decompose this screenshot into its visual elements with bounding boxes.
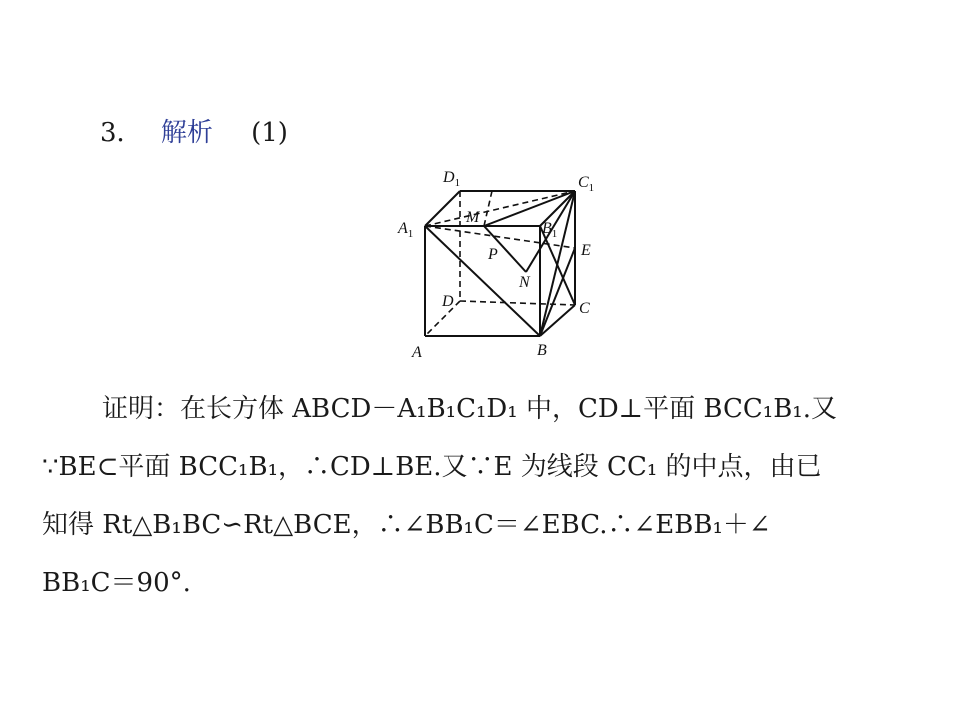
label-N: N bbox=[519, 274, 530, 291]
label-D1: $D_1$ bbox=[443, 169, 461, 189]
proof-line: 证明：在长方体 ABCD－A₁B₁C₁D₁ 中，CD⊥平面 BCC₁B₁.又 bbox=[102, 394, 837, 424]
analysis-label: 解析 bbox=[160, 118, 213, 148]
proof-line: ∵BE⊂平面 BCC₁B₁，∴CD⊥BE.又∵E 为线段 CC₁ 的中点，由已 bbox=[42, 452, 822, 482]
label-D: D bbox=[442, 293, 454, 310]
label-E: E bbox=[581, 242, 591, 259]
label-C: C bbox=[579, 300, 590, 317]
solution-heading bbox=[100, 112, 288, 149]
label-C1: $C_1$ bbox=[578, 174, 595, 194]
problem-number: 3． bbox=[100, 118, 143, 148]
label-P: P bbox=[488, 246, 498, 263]
cuboid-diagram bbox=[380, 160, 630, 370]
hidden-segment-M bbox=[484, 191, 492, 226]
hidden-edge-DC bbox=[460, 301, 575, 305]
proof-line: 知得 Rt△B₁BC∽Rt△BCE，∴∠BB₁C＝∠EBC.∴∠EBB₁＋∠ bbox=[42, 510, 771, 540]
proof-line: BB₁C＝90°. bbox=[42, 568, 191, 598]
label-A: A bbox=[412, 344, 422, 361]
proof-text bbox=[42, 380, 902, 612]
cuboid-figure bbox=[380, 160, 630, 370]
label-B1: $B_1$ bbox=[542, 220, 558, 240]
part-number: (1) bbox=[251, 118, 288, 148]
label-M: M bbox=[466, 209, 480, 226]
label-A1: $A_1$ bbox=[398, 220, 414, 240]
edge-A1D1 bbox=[425, 191, 460, 226]
label-B: B bbox=[537, 342, 547, 359]
